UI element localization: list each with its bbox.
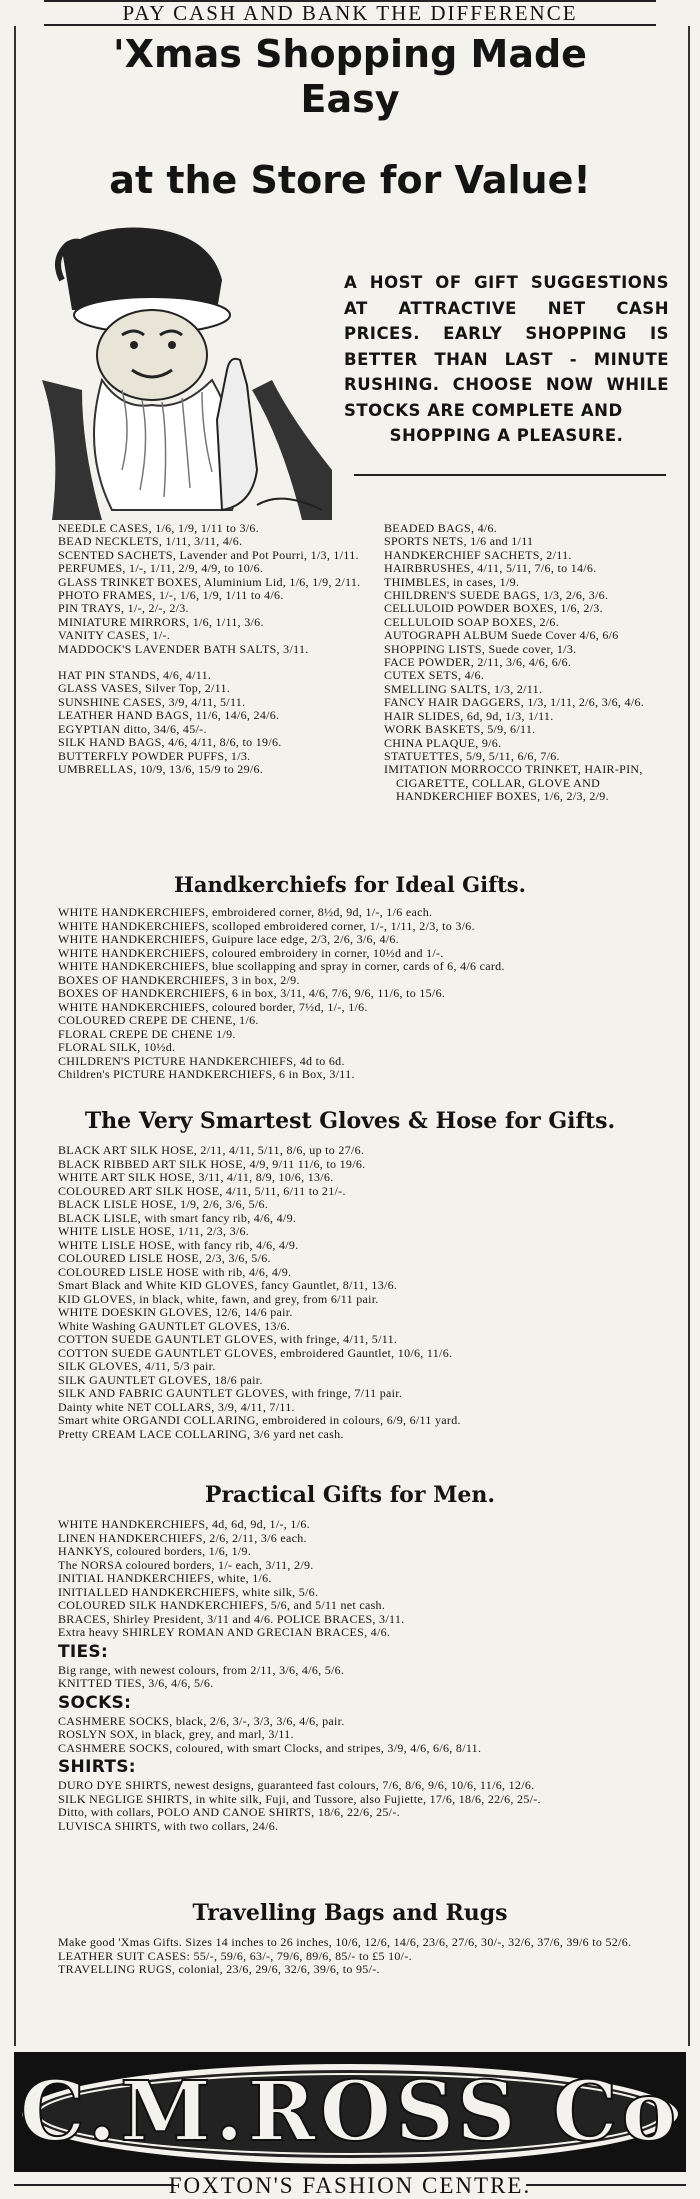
gift-item: NEEDLE CASES, 1/6, 1/9, 1/11 to 3/6.	[58, 521, 260, 535]
headline-line-1: 'Xmas Shopping Made	[113, 32, 587, 76]
hose-glove-item: BLACK LISLE, with smart fancy rib, 4/6, 4/9.	[58, 1210, 297, 1225]
intro-text	[344, 270, 669, 449]
men-gift-item: SILK NEGLIGE SHIRTS, in white silk, Fuji, and Tussore, also Fujiette, 17/6, 18/6, 22/6, 25/-.	[58, 1791, 541, 1806]
gift-item: PERFUMES, 1/-, 1/11, 2/9, 4/9, to 10/6.	[58, 561, 264, 576]
men-gift-item: DURO DYE SHIRTS, newest designs, guaranteed fast colours, 7/6, 8/6, 9/6, 10/6, 11/6, 12/6.	[58, 1778, 535, 1792]
gift-item: HAIRBRUSHES, 4/11, 5/11, 7/6, to 14/6.	[384, 561, 597, 576]
gift-item: WORK BASKETS, 5/9, 6/11.	[384, 722, 536, 737]
men-gift-item: HANKYS, coloured borders, 1/6, 1/9.	[58, 1544, 252, 1558]
hose-glove-item: COTTON SUEDE GAUNTLET GLOVES, with fringe, 4/11, 5/11.	[58, 1332, 398, 1346]
hose-glove-item: WHITE ART SILK HOSE, 3/11, 4/11, 8/9, 10/6, 13/6.	[58, 1170, 334, 1184]
advertisement	[14, 0, 686, 2199]
handkerchief-item: WHITE HANDKERCHIEFS, Guipure lace edge, 2/3, 2/6, 3/6, 4/6.	[58, 932, 399, 946]
gift-item: BUTTERFLY POWDER PUFFS, 1/3.	[58, 748, 251, 763]
handkerchief-item: COLOURED CREPE DE CHENE, 1/6.	[58, 1013, 259, 1027]
men-gift-item: WHITE HANDKERCHIEFS, 4d, 6d, 9d, 1/-, 1/6.	[58, 1517, 310, 1531]
gift-item: MINIATURE MIRRORS, 1/6, 1/11, 3/6.	[58, 614, 264, 629]
gift-item: SCENTED SACHETS, Lavender and Pot Pourri, 1/3, 1/11.	[58, 547, 359, 562]
hose-glove-item: BLACK ART SILK HOSE, 2/11, 4/11, 5/11, 8/6, up to 27/6.	[58, 1143, 365, 1157]
bag-rug-item: LEATHER SUIT CASES: 55/-, 59/6, 63/-, 79/6, 89/6, 85/- to £5 10/-.	[58, 1948, 412, 1963]
hose-glove-item: Smart Black and White KID GLOVES, fancy Gauntlet, 8/11, 13/6.	[58, 1278, 398, 1292]
gift-item: VANITY CASES, 1/-.	[58, 628, 171, 643]
men-gift-item: ROSLYN SOX, in black, grey, and marl, 3/11.	[58, 1727, 294, 1741]
top-banner: PAY CASH AND BANK THE DIFFERENCE	[44, 0, 656, 26]
footer-text: FOXTON'S FASHION CENTRE.	[168, 2173, 532, 2198]
shirts-subheading: SHIRTS:	[58, 1757, 136, 1777]
hose-glove-item: COLOURED LISLE HOSE with rib, 4/6, 4/9.	[58, 1264, 292, 1279]
right-gift-column	[384, 522, 678, 804]
men-gift-item: Ditto, with collars, POLO AND CANOE SHIRTS, 18/6, 22/6, 25/-.	[58, 1805, 400, 1819]
men-gift-item: Extra heavy SHIRLEY ROMAN AND GRECIAN BRACES, 4/6.	[58, 1625, 391, 1639]
men-gift-item: Big range, with newest colours, from 2/11, 3/6, 4/6, 5/6.	[58, 1662, 345, 1677]
hose-glove-item: COLOURED LISLE HOSE, 2/3, 3/6, 5/6.	[58, 1251, 271, 1265]
handkerchief-item: WHITE HANDKERCHIEFS, coloured embroidery in corner, 10½d and 1/-.	[58, 945, 444, 960]
handkerchief-item: FLORAL SILK, 10½d.	[58, 1040, 176, 1054]
men-gift-item: BRACES, Shirley President, 3/11 and 4/6. POLICE BRACES, 3/11.	[58, 1611, 405, 1626]
svg-text:C.M.ROSS Co: C.M.ROSS Co	[19, 2064, 681, 2160]
hose-glove-item: Smart white ORGANDI COLLARING, embroidered in colours, 6/9, 6/11 yard.	[58, 1413, 461, 1427]
men-gift-item: CASHMERE SOCKS, coloured, with smart Clocks, and stripes, 3/9, 4/6, 6/6, 8/11.	[58, 1740, 482, 1755]
men-gift-item: COLOURED SILK HANDKERCHIEFS, 5/6, and 5/11 net cash.	[58, 1598, 386, 1612]
bags-list	[58, 1936, 678, 1977]
gift-item: SPORTS NETS, 1/6 and 1/11	[384, 534, 534, 549]
men-gift-item: KNITTED TIES, 3/6, 4/6, 5/6.	[58, 1676, 214, 1690]
hose-glove-item: BLACK RIBBED ART SILK HOSE, 4/9, 9/11 11/6, to 19/6.	[58, 1156, 366, 1171]
handkerchiefs-heading: Handkerchiefs for Ideal Gifts.	[174, 872, 526, 897]
santa-claus-illustration	[42, 220, 332, 520]
handkerchief-item: WHITE HANDKERCHIEFS, blue scollapping and spray in corner, cards of 6, 4/6 card.	[58, 959, 505, 973]
gift-item: MADDOCK'S LAVENDER BATH SALTS, 3/11.	[58, 641, 309, 656]
handkerchief-item: WHITE HANDKERCHIEFS, embroidered corner, 8½d, 9d, 1/-, 1/6 each.	[58, 905, 433, 919]
gift-item: FACE POWDER, 2/11, 3/6, 4/6, 6/6.	[384, 655, 572, 670]
headline-line-3: at the Store for Value!	[109, 158, 591, 202]
intro-rule	[354, 474, 666, 476]
gift-item: UMBRELLAS, 10/9, 13/6, 15/9 to 29/6.	[58, 761, 264, 776]
men-gift-item: The NORSA coloured borders, 1/- each, 3/11, 2/9.	[58, 1557, 314, 1572]
gift-item: HANDKERCHIEF SACHETS, 2/11.	[384, 547, 572, 562]
bag-rug-item: Make good 'Xmas Gifts. Sizes 14 inches to 26 inches, 10/6, 12/6, 14/6, 23/6, 27/6, 30/-, 32/6, 37/6, 39/6 to 52/6.	[58, 1935, 632, 1949]
bags-heading: Travelling Bags and Rugs	[192, 1900, 508, 1926]
handkerchief-item: WHITE HANDKERCHIEFS, coloured border, 7½d, 1/-, 1/6.	[58, 999, 368, 1014]
gift-item: HAIR SLIDES, 6d, 9d, 1/3, 1/11.	[384, 708, 554, 723]
gift-item: SUNSHINE CASES, 3/9, 4/11, 5/11.	[58, 694, 246, 709]
gift-item: LEATHER HAND BAGS, 11/6, 14/6, 24/6.	[58, 708, 280, 723]
bag-rug-item: TRAVELLING RUGS, colonial, 23/6, 29/6, 32/6, 39/6, to 95/-.	[58, 1962, 380, 1976]
hose-glove-item: KID GLOVES, in black, white, fawn, and grey, from 6/11 pair.	[58, 1291, 379, 1306]
hose-glove-item: Dainty white NET COLLARS, 3/9, 4/11, 7/11.	[58, 1399, 295, 1414]
gift-item: PIN TRAYS, 1/-, 2/-, 2/3.	[58, 601, 189, 616]
handkerchief-item: Children's PICTURE HANDKERCHIEFS, 6 in Box, 3/11.	[58, 1067, 355, 1081]
gift-item: CELLULOID POWDER BOXES, 1/6, 2/3.	[384, 601, 603, 616]
gift-item: CELLULOID SOAP BOXES, 2/6.	[384, 614, 560, 629]
hose-glove-item: WHITE DOESKIN GLOVES, 12/6, 14/6 pair.	[58, 1305, 293, 1319]
gift-item: THIMBLES, in cases, 1/9.	[384, 574, 520, 589]
gift-item: CHILDREN'S SUEDE BAGS, 1/3, 2/6, 3/6.	[384, 588, 609, 603]
gift-item: CHINA PLAQUE, 9/6.	[384, 735, 502, 750]
gift-item: PHOTO FRAMES, 1/-, 1/6, 1/9, 1/11 to 4/6.	[58, 588, 284, 603]
men-list	[58, 1518, 678, 1833]
hose-glove-item: WHITE LISLE HOSE, 1/11, 2/3, 3/6.	[58, 1224, 250, 1238]
men-gift-item: LUVISCA SHIRTS, with two collars, 24/6.	[58, 1818, 279, 1833]
handkerchief-item: BOXES OF HANDKERCHIEFS, 6 in box, 3/11, 4/6, 7/6, 9/6, 11/6, to 15/6.	[58, 986, 446, 1000]
gift-item: BEADED BAGS, 4/6.	[384, 521, 498, 535]
hose-glove-item: COTTON SUEDE GAUNTLET GLOVES, embroidered Gauntlet, 10/6, 11/6.	[58, 1345, 453, 1360]
men-gift-item: LINEN HANDKERCHIEFS, 2/6, 2/11, 3/6 each.	[58, 1530, 307, 1545]
ties-subheading: TIES:	[58, 1641, 109, 1662]
handkerchief-item: WHITE HANDKERCHIEFS, scolloped embroidered corner, 1/-, 1/11, 2/3, to 3/6.	[58, 918, 475, 933]
gift-item: CUTEX SETS, 4/6.	[384, 668, 485, 683]
men-heading: Practical Gifts for Men.	[204, 1482, 496, 1508]
gift-item: STATUETTES, 5/9, 5/11, 6/6, 7/6.	[384, 748, 560, 763]
hose-glove-item: COLOURED ART SILK HOSE, 4/11, 5/11, 6/11 to 21/-.	[58, 1183, 346, 1198]
men-gift-item: INITIALLED HANDKERCHIEFS, white silk, 5/6.	[58, 1584, 319, 1599]
men-gift-item: INITIAL HANDKERCHIEFS, white, 1/6.	[58, 1571, 272, 1585]
gift-item: HAT PIN STANDS, 4/6, 4/11.	[58, 668, 212, 683]
handkerchief-item: FLORAL CREPE DE CHENE 1/9.	[58, 1026, 236, 1041]
handkerchiefs-list	[58, 906, 678, 1082]
handkerchief-item: BOXES OF HANDKERCHIEFS, 3 in box, 2/9.	[58, 972, 300, 987]
intro-body: A HOST OF GIFT SUGGESTIONS AT ATTRACTIVE NET CASH PRICES. EARLY SHOPPING IS BETTER THAN LAST - MINUTE RUSHING. CHOOSE NOW WHILE STOCKS ARE COMPLETE AND	[344, 273, 669, 420]
gift-item: AUTOGRAPH ALBUM Suede Cover 4/6, 6/6	[384, 628, 619, 643]
hose-glove-item: BLACK LISLE HOSE, 1/9, 2/6, 3/6, 5/6.	[58, 1197, 269, 1211]
intro-last-line: SHOPPING A PLEASURE.	[389, 426, 624, 445]
headline-line-2: Easy	[300, 77, 400, 121]
gift-item: BEAD NECKLETS, 1/11, 3/11, 4/6.	[58, 534, 243, 549]
gift-item: GLASS VASES, Silver Top, 2/11.	[58, 681, 231, 696]
hose-glove-item: Pretty CREAM LACE COLLARING, 3/6 yard net cash.	[58, 1426, 344, 1441]
hose-glove-item: SILK GAUNTLET GLOVES, 18/6 pair.	[58, 1372, 263, 1387]
left-gift-column	[58, 522, 364, 776]
gift-item: FANCY HAIR DAGGERS, 1/3, 1/11, 2/6, 3/6, 4/6.	[384, 695, 645, 710]
gift-item: SILK HAND BAGS, 4/6, 4/11, 8/6, to 19/6.	[58, 735, 282, 750]
hose-glove-item: White Washing GAUNTLET GLOVES, 13/6.	[58, 1318, 291, 1333]
men-gift-item: CASHMERE SOCKS, black, 2/6, 3/-, 3/3, 3/6, 4/6, pair.	[58, 1713, 345, 1728]
gift-item: IMITATION MORROCCO TRINKET, HAIR-PIN, CIGARETTE, COLLAR, GLOVE AND HANDKERCHIEF BOXES, 1/6, 2/3, 2/9.	[384, 762, 643, 804]
hose-glove-item: SILK GLOVES, 4/11, 5/3 pair.	[58, 1359, 216, 1373]
gift-item: SHOPPING LISTS, Suede cover, 1/3.	[384, 641, 577, 656]
c-m-ross-logo	[14, 2052, 686, 2172]
gloves-heading: The Very Smartest Gloves & Hose for Gifts.	[84, 1108, 616, 1134]
socks-subheading: SOCKS:	[58, 1692, 132, 1713]
gift-item: SMELLING SALTS, 1/3, 2/11.	[384, 681, 543, 696]
gloves-list	[58, 1144, 678, 1441]
handkerchief-item: CHILDREN'S PICTURE HANDKERCHIEFS, 4d to 6d.	[58, 1053, 345, 1068]
gift-item: EGYPTIAN ditto, 34/6, 45/-.	[58, 721, 207, 736]
hose-glove-item: WHITE LISLE HOSE, with fancy rib, 4/6, 4/9.	[58, 1237, 299, 1252]
gift-item: GLASS TRINKET BOXES, Aluminium Lid, 1/6, 1/9, 2/11.	[58, 574, 361, 589]
hose-glove-item: SILK AND FABRIC GAUNTLET GLOVES, with fringe, 7/11 pair.	[58, 1386, 403, 1400]
